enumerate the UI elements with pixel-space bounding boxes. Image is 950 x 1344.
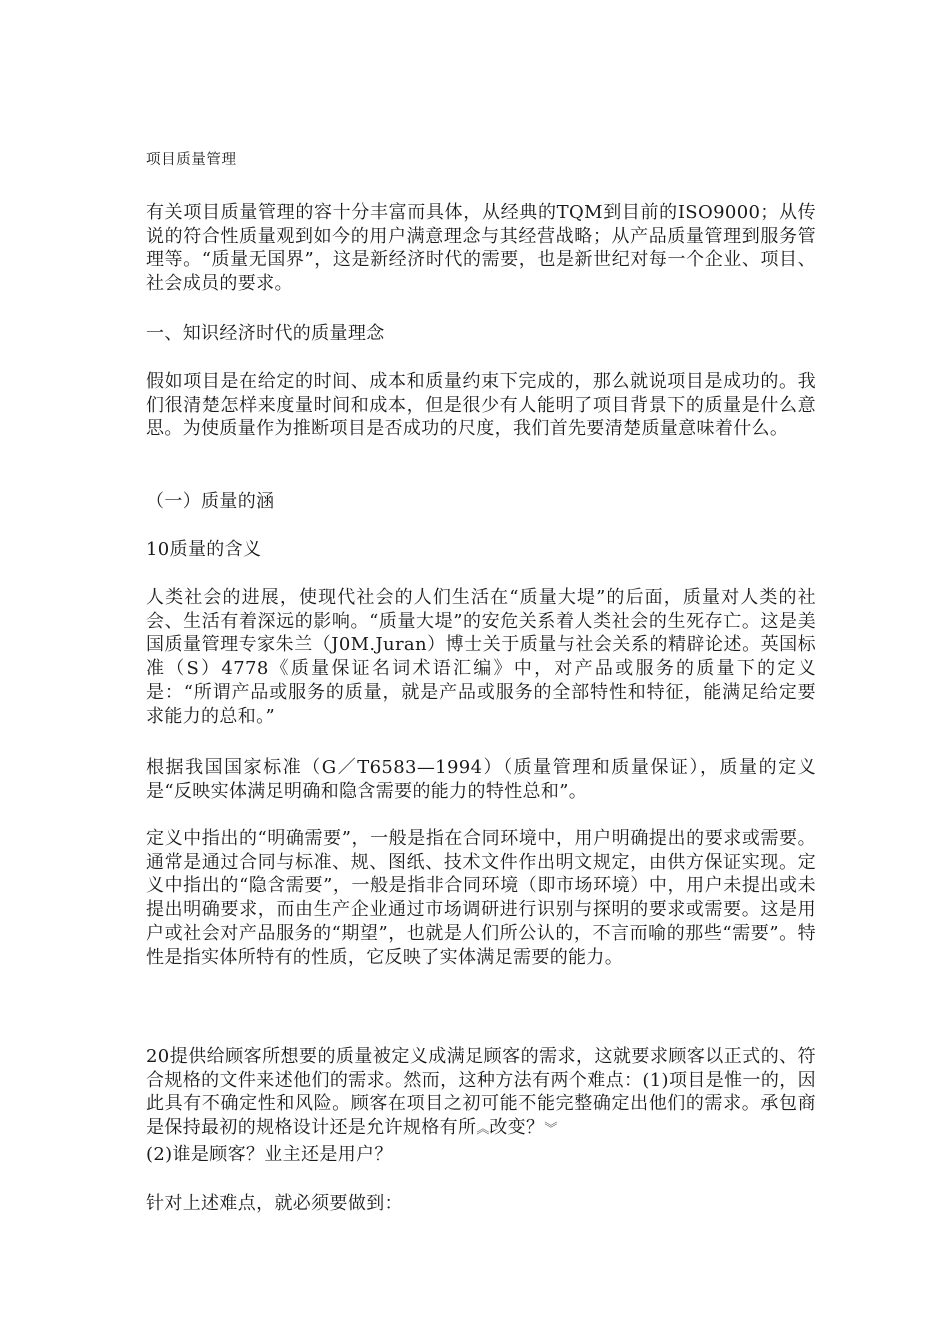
subsection-heading-1: （一）质量的涵 (146, 491, 275, 512)
item-heading-1: 10质量的含义 (146, 539, 262, 560)
paragraph-customer-needs (146, 1045, 816, 1142)
paragraph-quality-meaning: 人类社会的进展，使现代社会的人们生活在“质量大堤”的后面，质量对人类的社会、生活有着深远的影响。“质量大堤”的安危关系着人类社会的生死存亡。这是美国质量管理专家朱兰（J0M.Juran）博士关于质量与社会关系的精辟论述。英国标准（S）4778《质量保证名词术语汇编》中，对产品或服务的质量下的定义是：“所谓产品或服务的质量，就是产品或服务的全部特性和特征，能满足给定要求能力的总和。” (146, 587, 816, 727)
paragraph-customer-needs-text: 20提供给顾客所想要的质量被定义成满足顾客的需求，这就要求顾客以正式的、符合规格的文件来述他们的需求。然而，这种方法有两个难点：(1)项目是惟一的，因此具有不确定性和风险。顾客在项目之初可能不能完整确定出他们的需求。承包商是保持最初的规格设计还是允许规格有所 (146, 1046, 816, 1139)
page-title: 项目质量管理 (146, 152, 237, 168)
paragraph-national-standard: 根据我国国家标准（G／T6583—1994）（质量管理和质量保证），质量的定义是“反映实体满足明确和隐含需要的能力的特性总和”。 (146, 757, 816, 802)
close-bracket-mark: ︾ (544, 1122, 558, 1138)
paragraph-requirements: 针对上述难点，就必须要做到： (146, 1193, 403, 1214)
paragraph-definition: 定义中指出的“明确需要”，一般是指在合同环境中，用户明确提出的要求或需要。通常是通过合同与标准、规、图纸、技术文件作出明文规定，由供方保证实现。定义中指出的“隐含需要”，一般是指非合同环境（即市场环境）中，用户未提出或未提出明确要求，而由生产企业通过市场调研进行识别与探明的要求或需要。这是用户或社会对产品服务的“期望”，也就是人们所公认的，不言而喻的那些“需要”。特性是指实体所特有的性质，它反映了实体满足需要的能力。 (146, 828, 816, 968)
paragraph-success: 假如项目是在给定的时间、成本和质量约束下完成的，那么就说项目是成功的。我们很清楚怎样来度量时间和成本，但是很少有人能明了项目背景下的质量是什么意思。为使质量作为推断项目是否成功的尺度，我们首先要清楚质量意味着什么。 (146, 371, 816, 440)
section-heading-1: 一、知识经济时代的质量理念 (146, 323, 385, 344)
paragraph-who-is-customer: (2)谁是顾客？业主还是用户？ (146, 1144, 393, 1165)
open-bracket-mark: ︽ (476, 1122, 490, 1138)
paragraph-customer-needs-end: 改变？ (489, 1117, 545, 1139)
paragraph-intro: 有关项目质量管理的容十分丰富而具体，从经典的TQM到目前的ISO9000；从传说的符合性质量观到如今的用户满意理念与其经营战略；从产品质量管理到服务管理等。“质量无国界”，这是新经济时代的需要，也是新世纪对每一个企业、项目、社会成员的要求。 (146, 202, 816, 295)
